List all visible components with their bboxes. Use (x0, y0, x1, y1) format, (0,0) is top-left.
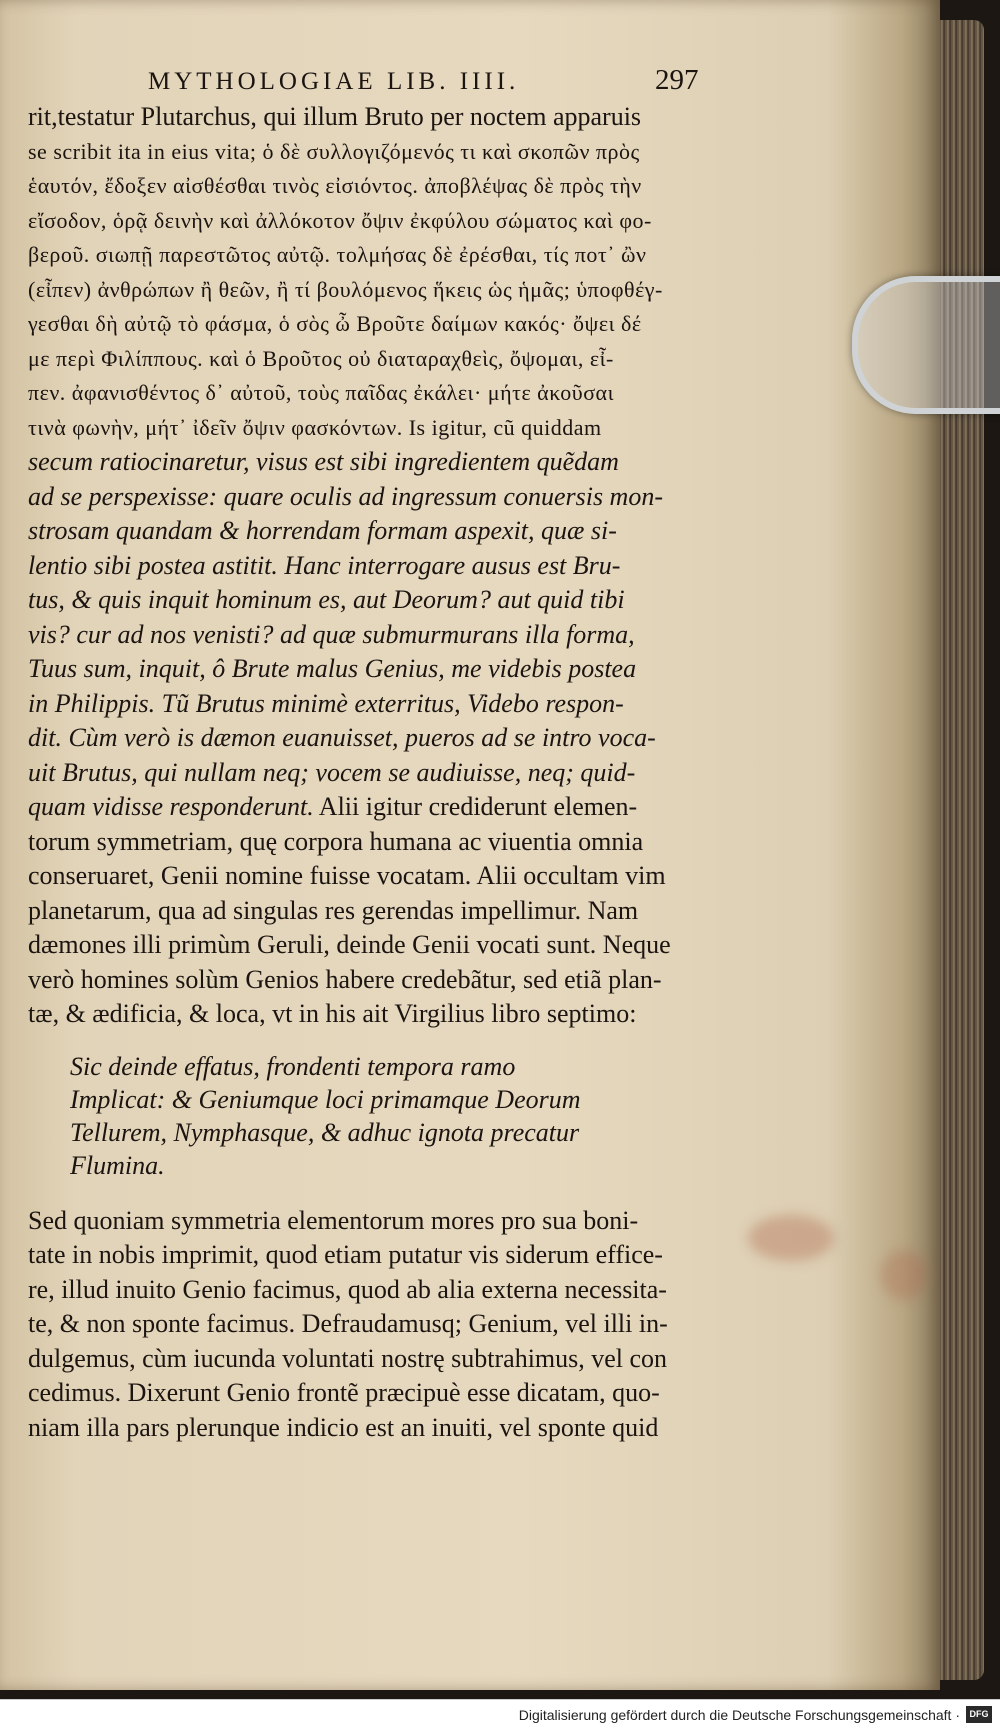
text-line: ἑαυτόν, ἔδοξεν αἰσθέσθαι τινὸς εἰσιόντος. ἀποβλέψας δὲ πρὸς τὴν (28, 173, 642, 198)
text-line: cedimus. Dixerunt Genio frontẽ præcipuè esse dicatam, quo- (28, 1378, 660, 1407)
text-line: in Philippis. Tũ Brutus minimè exterritus, Videbo respon- (28, 688, 624, 718)
text-line: tus, & quis inquit hominum es, aut Deorum? aut quid tibi (28, 585, 625, 614)
text-line: τινὰ φωνὴν, μήτ᾽ ἰδεῖν ὄψιν φασκόντων. Is igitur, cũ quiddam (28, 414, 602, 440)
text-line: verò homines solùm Genios habere credebãtur, sed etiã plan- (28, 964, 662, 994)
text-line: planetarum, qua ad singulas res gerendas impellimur. Nam (28, 895, 639, 925)
text-line: secum ratiocinaretur, visus est sibi ingredientem quẽdam (28, 447, 619, 476)
verse-quotation (70, 1050, 743, 1182)
text-line: vis? cur ad nos venisti? ad quæ submurmurans illa forma, (28, 619, 635, 649)
text-line: πεν. ἀφανισθέντος δ᾽ αὐτοῦ, τοὺς παῖδας ἐκάλει· μήτε ἀκοῦσαι (28, 380, 615, 405)
footer-bar (0, 1699, 1000, 1730)
text-line: se scribit ita in eius vita; ὁ δὲ συλλογιζόμενός τι καὶ σκοπῶν πρὸς (28, 138, 640, 164)
text-line: ad se perspexisse: quare oculis ad ingressum conuersis mon- (28, 481, 663, 511)
running-head: MYTHOLOGIAE LIB. IIII. (148, 68, 520, 95)
text-line: lentio sibi postea astitit. Hanc interrogare ausus est Bru- (28, 550, 621, 580)
paragraph-main (28, 100, 743, 1032)
body-text (28, 100, 743, 1445)
text-line-roman-part: Alii igitur crediderunt elemen- (313, 792, 638, 821)
text-line: conseruaret, Genii nomine fuisse vocatam. Alii occultam vim (28, 861, 666, 890)
text-line: dit. Cùm verò is dæmon euanuisset, pueros ad se intro voca- (28, 723, 656, 752)
page-clip (852, 276, 1000, 414)
text-line: Sed quoniam symmetria elementorum mores pro sua boni- (28, 1205, 639, 1235)
text-line: (εἶπεν) ἀνθρώπων ἢ θεῶν, ἢ τί βουλόμενος ἥκεις ὡς ἡμᾶς; ὑποφθέγ- (28, 276, 663, 302)
text-line: strosam quandam & horrendam formam aspexit, quæ si- (28, 516, 617, 545)
text-line: re, illud inuito Genio facimus, quod ab alia externa necessita- (28, 1274, 667, 1304)
stain (880, 1250, 928, 1300)
text-line: uit Brutus, qui nullam neq; vocem se audiuisse, neq; quid- (28, 757, 636, 787)
stain (748, 1215, 834, 1261)
text-line: εἴσοδον, ὁρᾷ δεινὴν καὶ ἀλλόκοτον ὄψιν ἐκφύλου σώματος καὶ φο- (28, 207, 652, 233)
page-edges (940, 20, 984, 1680)
text-line: γεσθαι δὴ αὐτῷ τὸ φάσμα, ὁ σὸς ὦ Βροῦτε δαίμων κακός· ὄψει δέ (28, 311, 642, 336)
text-line: rit,testatur Plutarchus, qui illum Bruto per noctem apparuis (28, 102, 642, 131)
text-line: niam illa pars plerunque indicio est an inuiti, vel sponte quid (28, 1412, 659, 1442)
text-line: Tuus sum, inquit, ô Brute malus Genius, me videbis postea (28, 654, 637, 683)
text-line: βεροῦ. σιωπῇ παρεστῶτος αὐτῷ. τολμήσας δὲ ἐρέσθαι, τίς ποτ᾽ ὢν (28, 242, 647, 267)
paragraph-after (28, 1204, 743, 1446)
text-line: dulgemus, cùm iucunda voluntati nostrę subtrahimus, vel con (28, 1343, 668, 1373)
text-line: με περὶ Φιλίππους. καὶ ὁ Βροῦτος οὐ διαταραχθεὶς, ὄψομαι, εἶ- (28, 345, 614, 371)
footer-credit: Digitalisierung gefördert durch die Deutsche Forschungsgemeinschaft · (518, 1707, 960, 1723)
text-line: torum symmetriam, quę corpora humana ac viuentia omnia (28, 826, 644, 856)
verse-line: Tellurem, Nymphasque, & adhuc ignota precatur (70, 1117, 580, 1147)
verse-line: Flumina. (70, 1150, 165, 1180)
text-line (28, 790, 743, 825)
verse-line: Sic deinde effatus, frondenti tempora ramo (70, 1051, 516, 1081)
text-line: tate in nobis imprimit, quod etiam putatur vis siderum effice- (28, 1240, 663, 1269)
page-number: 297 (655, 64, 699, 96)
text-line: te, & non sponte facimus. Defraudamusq; Genium, vel illi in- (28, 1309, 668, 1338)
dfg-logo: DFG (966, 1706, 992, 1723)
text-line: dæmones illi primùm Geruli, deinde Genii vocati sunt. Neque (28, 930, 671, 959)
verse-line: Implicat: & Geniumque loci primamque Deorum (70, 1084, 581, 1114)
text-line-italic-part: quam vidisse responderunt. (28, 792, 314, 821)
text-line: tæ, & ædificia, & loca, vt in his ait Virgilius libro septimo: (28, 999, 637, 1028)
